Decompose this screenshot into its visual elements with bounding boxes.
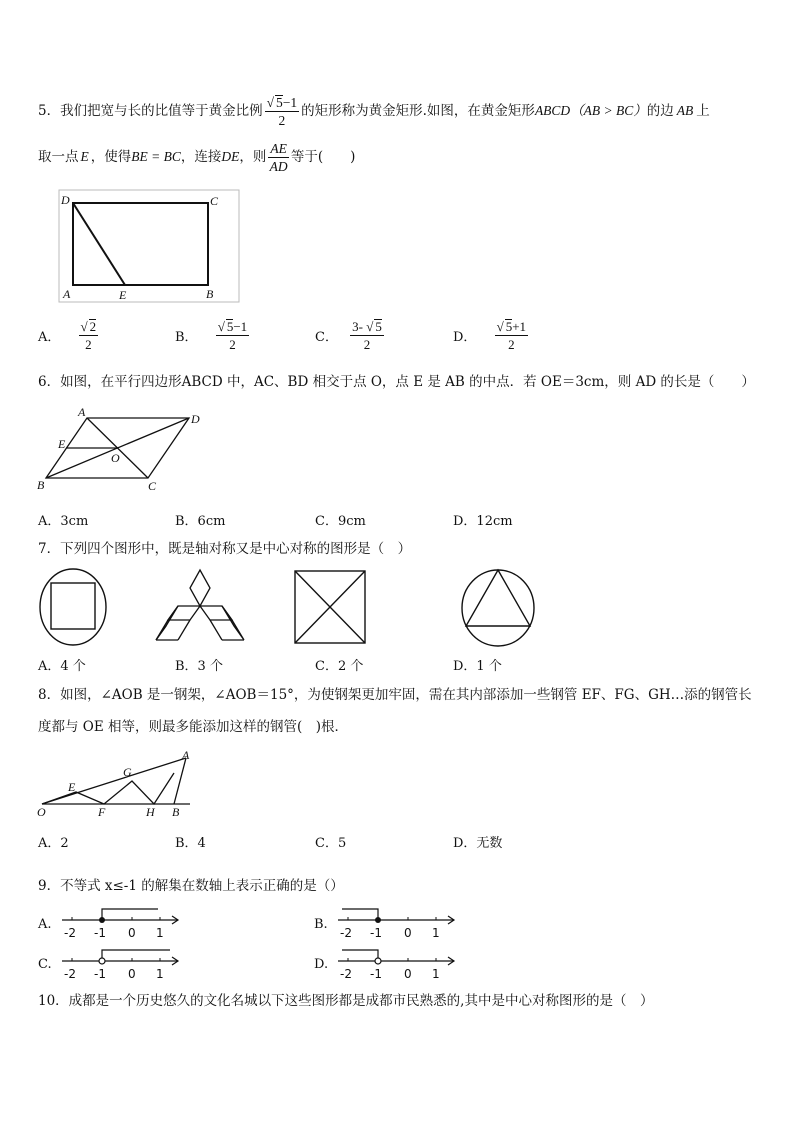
q10-question: 10．成都是一个历史悠久的文化名城以下这些图形都是成都市民熟悉的,其中是中心对称图形的是（ ） bbox=[38, 993, 654, 1009]
q7-figure-circle-triangle bbox=[460, 566, 540, 650]
q9-question: 9．不等式 x≤-1 的解集在数轴上表示正确的是（） bbox=[38, 878, 344, 894]
q8-option-d[interactable]: D．无数 bbox=[453, 836, 503, 851]
label-o: O bbox=[37, 805, 46, 819]
q8-option-a[interactable]: A．2 bbox=[38, 836, 69, 851]
q7-option-b[interactable]: B．3 个 bbox=[175, 659, 223, 674]
q8-line1: 8．如图，∠AOB 是一钢架，∠AOB＝15°，为使钢架更加牢固，需在其内部添加一些钢管 EF、FG、GH…添的钢管长 bbox=[38, 687, 752, 703]
tick-label: -2 bbox=[340, 926, 352, 940]
label-a: A bbox=[182, 748, 190, 762]
option-fraction: $\frac{√ 2}{2}$ bbox=[80, 319, 97, 352]
q5-option-b[interactable] bbox=[175, 318, 249, 353]
tick-label: 0 bbox=[128, 967, 136, 981]
q5-ab: AB bbox=[676, 103, 694, 118]
label-b: B bbox=[37, 478, 45, 492]
q5-line2 bbox=[38, 140, 355, 175]
label-h: H bbox=[146, 805, 155, 819]
q6-option-b[interactable]: B．6cm bbox=[175, 514, 226, 529]
label-g: G bbox=[123, 765, 132, 779]
q5-point-e: E bbox=[80, 149, 89, 164]
radicand: 5 bbox=[505, 319, 513, 334]
label-f: F bbox=[98, 805, 106, 819]
q5-line2-d: ，则 bbox=[239, 149, 267, 165]
q7-option-a[interactable]: A．4 个 bbox=[38, 659, 86, 674]
tick-label: 0 bbox=[404, 967, 412, 981]
label-e: E bbox=[119, 288, 127, 302]
golden-ratio-fraction: $\frac{√ 5-1}{2}$ bbox=[266, 95, 298, 128]
fraction-denominator: AD bbox=[269, 159, 288, 174]
label-d: D bbox=[191, 412, 200, 426]
q5-text-3: 的边 bbox=[646, 103, 674, 119]
q6-question: 6．如图，在平行四边形ABCD 中，AC、BD 相交于点 O，点 E 是 AB 的中点．若 OE＝3cm，则 AD 的长是（ ） bbox=[38, 374, 755, 390]
q7-figure-square-diagonals bbox=[292, 568, 368, 646]
denominator: 2 bbox=[85, 337, 92, 352]
label-e: E bbox=[68, 780, 76, 794]
q8-option-c[interactable]: C．5 bbox=[315, 836, 347, 851]
label-b: B bbox=[172, 805, 180, 819]
q5-text-1: 我们把宽与长的比值等于黄金比例 bbox=[60, 103, 263, 119]
q7-question: 7．下列四个图形中，既是轴对称又是中心对称的图形是（ ） bbox=[38, 541, 412, 557]
option-label: C． bbox=[315, 330, 338, 345]
label-d: D bbox=[61, 193, 70, 207]
q5-line2-c: ，连接 bbox=[180, 149, 222, 165]
q5-line2-a: 取一点 bbox=[38, 149, 79, 165]
option-label: D． bbox=[453, 330, 477, 345]
q8-option-b[interactable]: B．4 bbox=[175, 836, 206, 851]
denominator: 2 bbox=[229, 337, 236, 352]
tick-label: -2 bbox=[64, 926, 76, 940]
label-a: A bbox=[78, 405, 86, 419]
tick-label: -1 bbox=[94, 967, 106, 981]
added-tubes bbox=[42, 773, 174, 804]
denominator: 2 bbox=[508, 337, 515, 352]
ratio-tail: −1 bbox=[282, 95, 298, 110]
q5-option-a[interactable] bbox=[38, 318, 98, 353]
label-c: C bbox=[148, 479, 157, 493]
q7-option-c[interactable]: C．2 个 bbox=[315, 659, 364, 674]
option-label: B． bbox=[175, 330, 198, 345]
q9-number-line-c[interactable] bbox=[58, 946, 184, 982]
q5-text-4: 上 bbox=[696, 103, 710, 119]
tick-label: -1 bbox=[94, 926, 106, 940]
q7-option-d[interactable]: D．1 个 bbox=[453, 659, 502, 674]
q5-option-c[interactable] bbox=[315, 318, 384, 353]
q6-option-c[interactable]: C．9cm bbox=[315, 514, 366, 529]
segment-a-end bbox=[174, 758, 186, 804]
q9-number-line-b[interactable] bbox=[334, 905, 460, 941]
q6-option-a[interactable]: A．3cm bbox=[38, 514, 89, 529]
option-label: A． bbox=[38, 330, 61, 345]
q5-line1 bbox=[38, 94, 710, 129]
fraction-numerator: AE bbox=[270, 141, 287, 156]
q7-figure-circle-square bbox=[38, 566, 110, 648]
q5-rect-name: ABCD bbox=[534, 103, 571, 118]
q9-option-d-label[interactable]: D. bbox=[314, 957, 329, 972]
option-fraction: $\frac{√ 5+1}{2}$ bbox=[496, 319, 527, 352]
ratio-radicand: 5 bbox=[276, 95, 283, 110]
q9-number-line-a[interactable] bbox=[58, 905, 184, 941]
tick-label: 0 bbox=[404, 926, 412, 940]
option-fraction: $\frac{3- √ 5}{2}$ bbox=[352, 319, 382, 352]
q5-de: DE bbox=[221, 149, 240, 164]
tick-label: 1 bbox=[156, 926, 164, 940]
ray-oa bbox=[42, 758, 186, 804]
tail: −1 bbox=[233, 319, 248, 334]
q9-option-b-label[interactable]: B. bbox=[314, 917, 328, 932]
tick-label: 1 bbox=[432, 967, 440, 981]
q5-condition: （AB > BC） bbox=[570, 103, 647, 118]
tail: +1 bbox=[512, 319, 527, 334]
q6-option-d[interactable]: D．12cm bbox=[453, 514, 513, 529]
q9-option-a-label[interactable]: A. bbox=[38, 917, 52, 932]
q5-golden-rectangle-figure bbox=[55, 188, 245, 306]
option-fraction: $\frac{√ 5-1}{2}$ bbox=[217, 319, 248, 352]
head: 3- bbox=[352, 319, 363, 334]
q5-number: 5． bbox=[38, 103, 61, 119]
radicand: 5 bbox=[226, 319, 234, 334]
q5-line2-b: ，使得 bbox=[90, 149, 132, 165]
segment-de bbox=[73, 203, 125, 285]
ae-ad-fraction bbox=[268, 140, 289, 175]
label-a: A bbox=[63, 287, 71, 301]
ratio-denominator: 2 bbox=[278, 113, 286, 128]
q9-number-line-d[interactable] bbox=[334, 946, 460, 982]
tick-label: 0 bbox=[128, 926, 136, 940]
label-c: C bbox=[210, 194, 219, 208]
label-e: E bbox=[58, 437, 66, 451]
tick-label: -1 bbox=[370, 967, 382, 981]
q8-line2: 度都与 OE 相等，则最多能添加这样的钢管( )根． bbox=[38, 719, 349, 735]
tick-label: -2 bbox=[340, 967, 352, 981]
radicand: 2 bbox=[89, 319, 97, 334]
tick-label: 1 bbox=[156, 967, 164, 981]
radicand: 5 bbox=[375, 319, 382, 334]
q7-figure-three-rhombi bbox=[154, 568, 246, 642]
tick-label: -2 bbox=[64, 967, 76, 981]
label-b: B bbox=[206, 287, 214, 301]
tick-label: 1 bbox=[432, 926, 440, 940]
q6-parallelogram-figure bbox=[34, 405, 209, 495]
denominator: 2 bbox=[363, 337, 371, 352]
q5-text-2: 的矩形称为黄金矩形.如图，在黄金矩形 bbox=[301, 103, 535, 119]
q5-equation: BE = BC bbox=[131, 149, 181, 164]
q9-option-c-label[interactable]: C. bbox=[38, 957, 52, 972]
tick-label: -1 bbox=[370, 926, 382, 940]
label-o: O bbox=[111, 451, 120, 465]
q8-steel-frame-figure bbox=[34, 748, 202, 820]
rectangle-abcd bbox=[73, 203, 208, 285]
q5-line2-e: 等于( ) bbox=[290, 149, 356, 165]
q5-option-d[interactable] bbox=[453, 318, 528, 353]
